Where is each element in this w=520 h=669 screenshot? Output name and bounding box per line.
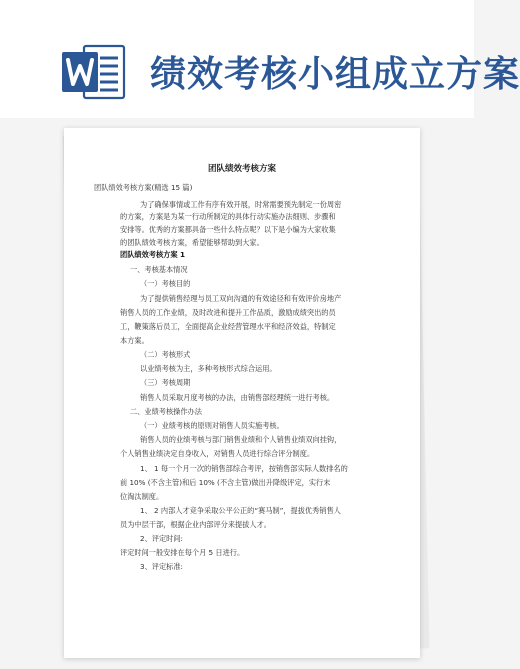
text-line: 1、 2 内部人才竞争采取公平公正的“赛马制”，提拔优秀销售人 bbox=[140, 506, 341, 515]
text-line: 一、考核基本情况 bbox=[130, 265, 188, 274]
text-line: （一）业绩考核的原则对销售人员实施考核。 bbox=[140, 421, 284, 430]
text-line: 的团队绩效考核方案，希望能够帮助到大家。 bbox=[120, 238, 264, 247]
text-line: 二、业绩考核操作办法 bbox=[130, 407, 202, 416]
text-line: 本方案。 bbox=[120, 336, 149, 345]
document-title: 团队绩效考核方案 bbox=[207, 164, 276, 174]
section-heading: 团队绩效考核方案 1 bbox=[120, 250, 186, 259]
text-line: 前 10% (不含主管)和后 10% (不含主管)做出升降级评定，实行末 bbox=[120, 478, 331, 487]
text-line: 安排等。优秀的方案都具备一些什么特点呢？以下是小编为大家收集 bbox=[120, 225, 336, 234]
text-line: 销售人员的工作业绩，及时改进和提升工作品质，激励成绩突出的员 bbox=[120, 308, 336, 317]
text-line: 个人销售业绩决定自身收入，对销售人员进行综合评分制度。 bbox=[120, 449, 315, 458]
text-line: 员为中层干部，根据企业内部评分来提拔人才。 bbox=[120, 520, 271, 529]
document-banner bbox=[0, 0, 520, 118]
text-line: 销售人员采取月度考核的办法，由销售部经理统一进行考核。 bbox=[140, 393, 335, 402]
text-line: 位淘汰制度。 bbox=[120, 492, 164, 501]
text-line: 工，鞭策落后员工，全面提高企业经营管理水平和经济效益，特制定 bbox=[120, 322, 336, 331]
text-line: 2、评定时间: bbox=[140, 534, 183, 543]
text-line: 3、评定标准: bbox=[140, 562, 183, 571]
text-line: （二）考核形式 bbox=[140, 350, 191, 359]
word-document-icon bbox=[62, 42, 126, 102]
text-line: （三）考核周期 bbox=[140, 378, 191, 387]
text-line: 团队绩效考核方案(精选 15 篇) bbox=[94, 183, 193, 192]
text-line: 为了确保事情或工作有序有效开展，时常需要预先制定一份周密 bbox=[140, 200, 342, 209]
text-line: 1、 1 每一个月一次的销售部综合考评，按销售部实际人数排名的 bbox=[140, 464, 348, 473]
text-line: （一）考核目的 bbox=[140, 279, 191, 288]
document-page bbox=[64, 128, 420, 658]
document-heading: 绩效考核小组成立方案 bbox=[150, 54, 520, 95]
text-line: 评定时间一般安排在每个月 5 日进行。 bbox=[120, 548, 245, 557]
text-line: 的方案，方案是为某一行动所制定的具体行动实施办法细则、步骤和 bbox=[120, 212, 336, 221]
text-line: 以业绩考核为主，多种考核形式综合运用。 bbox=[140, 364, 277, 373]
text-line: 为了提供销售经理与员工双向沟通的有效途径和有效评价房地产 bbox=[140, 294, 342, 303]
text-line: 销售人员的业绩考核与部门销售业绩和个人销售业绩双向挂钩， bbox=[140, 435, 342, 444]
